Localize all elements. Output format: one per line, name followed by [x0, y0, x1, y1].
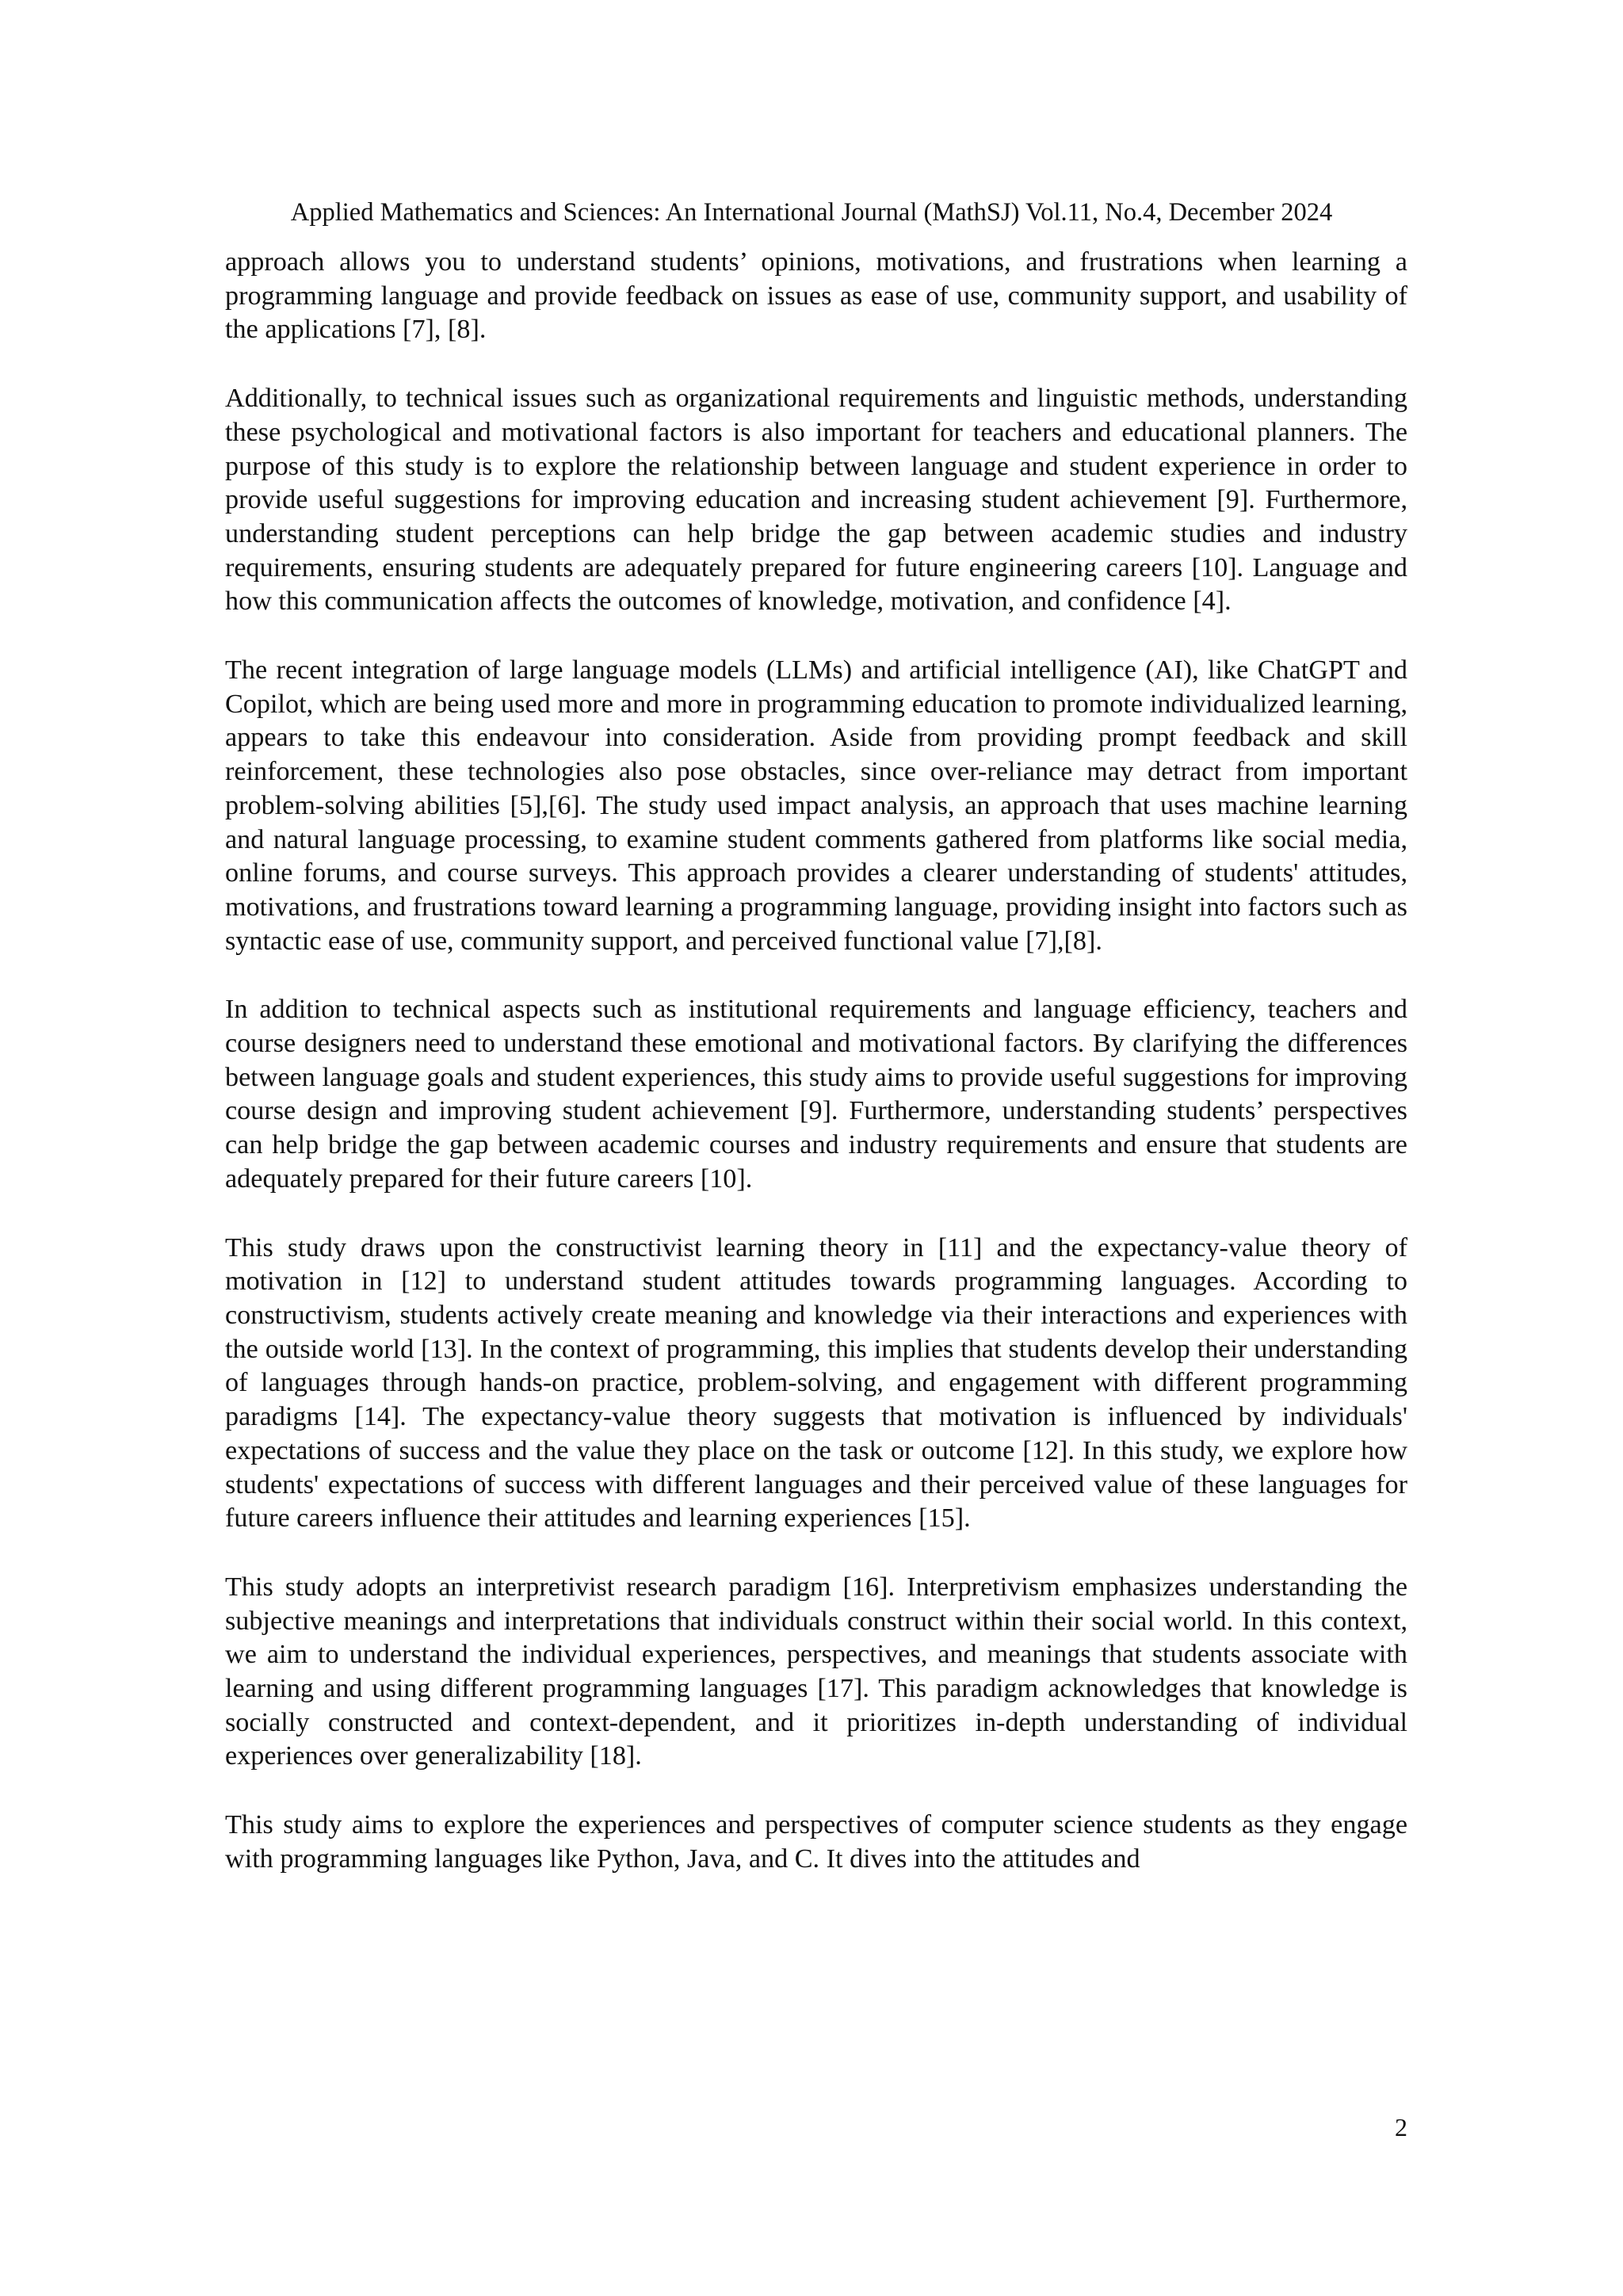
page-number: 2	[1395, 2113, 1407, 2141]
body-text	[225, 246, 1407, 1912]
paragraph-theoretical-framework: This study draws upon the constructivist learning theory in [11] and the expectancy-value theory of motivation in [12] to understand student attitudes towards programming languages. According to constructivism, students actively create meaning and knowledge via their interactions and experiences with the outside world [13]. In the context of programming, this implies that students develop their understanding of languages through hands-on practice, problem-solving, and engagement with different programming paradigms [14]. The expectancy-value theory suggests that motivation is influenced by individuals' expectations of success and the value they place on the task or outcome [12]. In this study, we explore how students' expectations of success with different languages and their perceived value of these languages for future careers influence their attitudes and learning experiences [15].	[225, 1232, 1407, 1534]
paragraph-research-paradigm: This study adopts an interpretivist research paradigm [16]. Interpretivism emphasizes understanding the subjective meanings and interpretations that individuals construct within their social world. In this context, we aim to understand the individual experiences, perspectives, and meanings that students associate with learning and using different programming languages [17]. This paradigm acknowledges that knowledge is socially constructed and context-dependent, and it prioritizes in-depth understanding of individual experiences over generalizability [18].	[225, 1572, 1407, 1771]
paragraph-psychological-factors: Additionally, to technical issues such as organizational requirements and linguistic methods, understanding these psychological and motivational factors is also important for teachers and educational planners. The purpose of this study is to explore the relationship between language and student experience in order to provide useful suggestions for improving education and increasing student achievement [9]. Furthermore, understanding student perceptions can help bridge the gap between academic studies and industry requirements, ensuring students are adequately prepared for future engineering careers [10]. Language and how this communication affects the outcomes of knowledge, motivation, and confidence [4].	[225, 384, 1407, 617]
paragraph-study-aims: This study aims to explore the experiences and perspectives of computer science students as they engage with programming languages like Python, Java, and C. It dives into the attitudes and	[225, 1810, 1407, 1874]
paragraph-continuation: approach allows you to understand students’ opinions, motivations, and frustrations when learning a programming language and provide feedback on issues as ease of use, community support, and usability of the applications [7], [8].	[225, 247, 1407, 345]
running-header: Applied Mathematics and Sciences: An International Journal (MathSJ) Vol.11, No.4, December 2024	[290, 198, 1333, 227]
paragraph-llm-integration: The recent integration of large language models (LLMs) and artificial intelligence (AI), like ChatGPT and Copilot, which are being used more and more in programming education to promote individualized learning, appears to take this endeavour into consideration. Aside from providing prompt feedback and skill reinforcement, these technologies also pose obstacles, since over-reliance may detract from important problem-solving abilities [5],[6]. The study used impact analysis, an approach that uses machine learning and natural language processing, to examine student comments gathered from platforms like social media, online forums, and course surveys. This approach provides a clearer understanding of students' attitudes, motivations, and frustrations toward learning a programming language, providing insight into factors such as syntactic ease of use, community support, and perceived functional value [7],[8].	[225, 655, 1407, 956]
paragraph-technical-aspects: In addition to technical aspects such as institutional requirements and language efficiency, teachers and course designers need to understand these emotional and motivational factors. By clarifying the differences between language goals and student experiences, this study aims to provide useful suggestions for improving course design and improving student achievement [9]. Furthermore, understanding students’ perspectives can help bridge the gap between academic courses and industry requirements and ensure that students are adequately prepared for their future careers [10].	[225, 995, 1407, 1194]
